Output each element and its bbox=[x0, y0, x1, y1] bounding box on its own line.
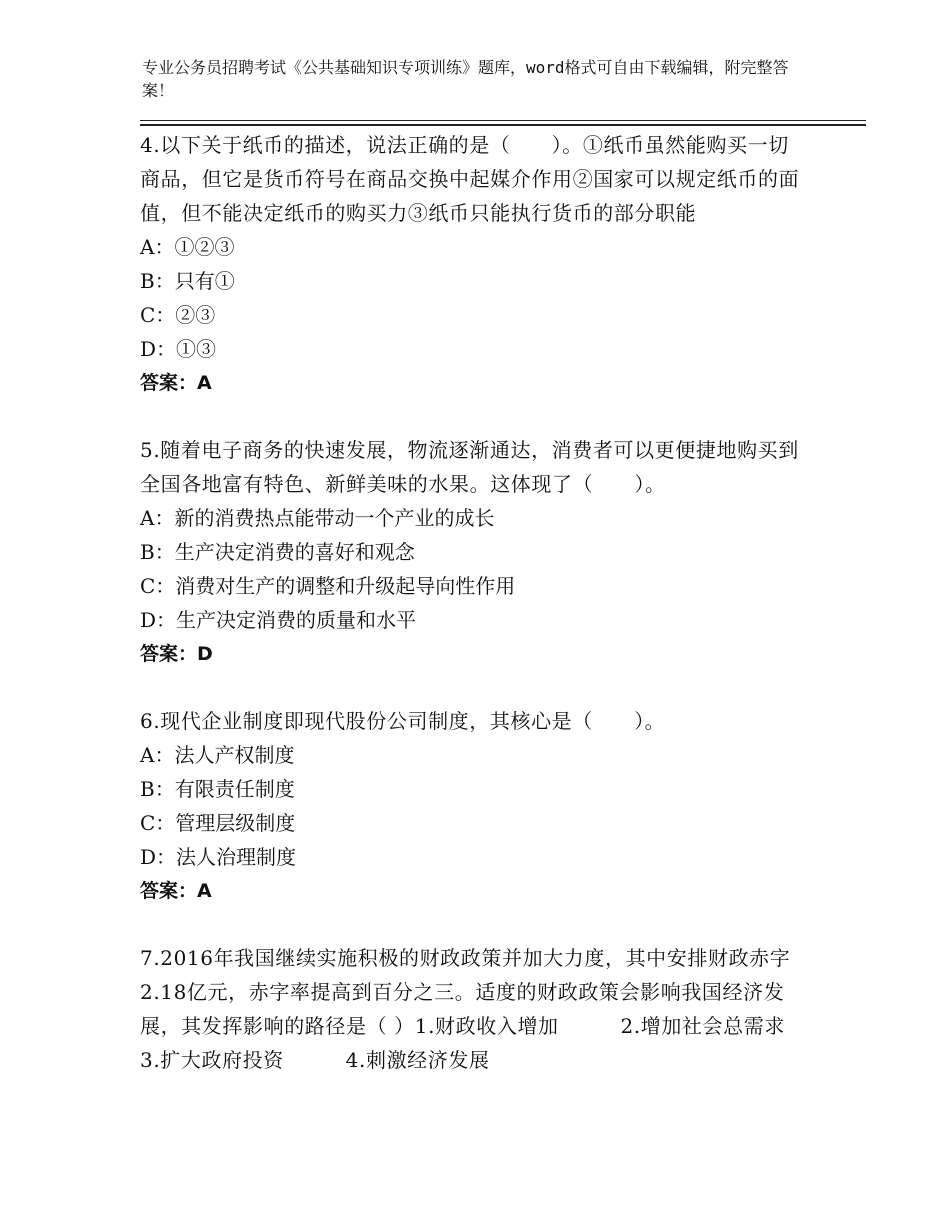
option-b: B：生产决定消费的喜好和观念 bbox=[140, 540, 415, 564]
option-b: B：只有① bbox=[140, 269, 235, 293]
option-c: C：管理层级制度 bbox=[140, 811, 296, 835]
option-a: A：①②③ bbox=[140, 235, 235, 259]
option-c: C：②③ bbox=[140, 303, 216, 327]
header-divider-thin bbox=[140, 120, 866, 121]
option-c: C：消费对生产的调整和升级起导向性作用 bbox=[140, 574, 516, 598]
option-b: B：有限责任制度 bbox=[140, 777, 295, 801]
question-stem: 4.以下关于纸币的描述，说法正确的是（ ）。①纸币虽然能购买一切商品，但它是货币符号在商品交换中起媒介作用②国家可以规定纸币的面值，但不能决定纸币的购买力③纸币只能执行货币的部分职能 bbox=[140, 133, 800, 225]
option-a: A：新的消费热点能带动一个产业的成长 bbox=[140, 506, 495, 530]
answer-line: 答案：A bbox=[140, 880, 212, 902]
answer-line: 答案：D bbox=[140, 643, 213, 665]
option-d: D：法人治理制度 bbox=[140, 845, 297, 869]
question-6 bbox=[140, 704, 805, 908]
option-d: D：生产决定消费的质量和水平 bbox=[140, 608, 417, 632]
question-stem: 7.2016年我国继续实施积极的财政政策并加大力度，其中安排财政赤字2.18亿元，赤字率提高到百分之三。适度的财政政策会影响我国经济发展，其发挥影响的路径是（ ）1.财政收入增加 2.增加社会总需求 3.扩大政府投资 4.刺激经济发展 bbox=[140, 946, 847, 1072]
option-a: A：法人产权制度 bbox=[140, 743, 295, 767]
header-divider-thick bbox=[140, 124, 866, 126]
question-stem: 5.随着电子商务的快速发展，物流逐渐通达，消费者可以更便捷地购买到全国各地富有特色、新鲜美味的水果。这体现了（ ）。 bbox=[140, 438, 799, 496]
question-4 bbox=[140, 128, 805, 400]
question-list bbox=[140, 128, 847, 1110]
option-d: D：①③ bbox=[140, 337, 217, 361]
question-5 bbox=[140, 433, 805, 671]
document-header: 专业公务员招聘考试《公共基础知识专项训练》题库，word格式可自由下载编辑，附完整答案！ bbox=[142, 58, 789, 100]
question-stem: 6.现代企业制度即现代股份公司制度，其核心是（ ）。 bbox=[140, 709, 666, 733]
question-7 bbox=[140, 941, 847, 1077]
answer-line: 答案：A bbox=[140, 372, 212, 394]
